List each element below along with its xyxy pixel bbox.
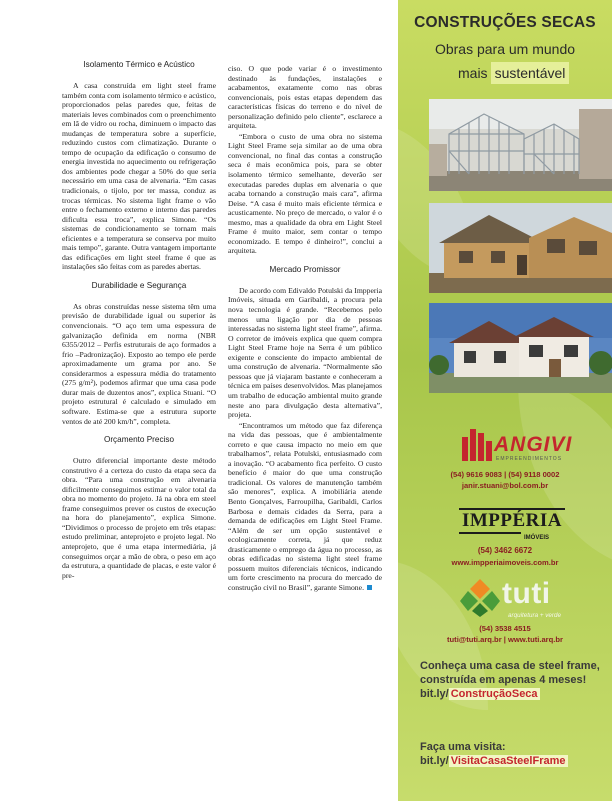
angivi-email[interactable]: janir.stuani@bol.com.br (461, 481, 549, 490)
cta-visit-house-link[interactable] (420, 687, 608, 701)
cta-schedule-visit (420, 740, 608, 768)
sidebar-subtitle-line2 (458, 62, 569, 84)
tuti-contact[interactable]: tuti@tuti.arq.br | www.tuti.arq.br (447, 635, 563, 644)
sidebar-title: CONSTRUÇÕES SECAS (414, 14, 596, 31)
impperia-logo[interactable] (456, 500, 566, 548)
subtitle-word-mais: mais (458, 65, 488, 81)
angivi-building-icon (460, 427, 494, 461)
tuti-phone: (54) 3538 4515 (479, 624, 531, 633)
section-heading-durabilidade: Durabilidade e Segurança (91, 280, 187, 290)
angivi-phones: (54) 9616 9083 | (54) 9118 0002 (450, 470, 560, 479)
section-heading-mercado: Mercado Promissor (269, 264, 341, 274)
impperia-logo-bar (459, 532, 521, 534)
finished-house-photo (429, 303, 612, 393)
steel-frame-structure-photo (429, 99, 612, 191)
tuti-leaf-icon (460, 577, 500, 617)
impperia-site[interactable]: www.impperiaimoveis.com.br (451, 558, 559, 567)
tuti-logo[interactable] (458, 577, 598, 619)
angivi-logo-sub: EMPREENDIMENTOS (496, 456, 563, 462)
impperia-phone: (54) 3462 6672 (477, 546, 533, 555)
paragraph-final (228, 421, 382, 593)
section-heading-orcamento: Orçamento Preciso (103, 435, 175, 445)
tuti-logo-text: tuti (502, 577, 551, 610)
paragraph-isolamento: A casa construída em light steel frame também conta com isolamento térmico e acústico, proporcionados pelas paredes que, feitas de materiais leves combinados com o preenchimento em lã de vidro ou rocha, diminuem o impacto das mudanças de temperatura sobre a superfície, reduzindo custos com climatização. Durante o tempo de ocupação da edificação o consumo de energia investida no aquecimento ou refrigeração dos ambientes pode chegar a 50% do que seria necessário em uma casa de alvenaria. “Em casas tradicionais, o tijolo, por ter massa, conduz as trocas térmicas. No sistema light frame o vão entre o fechamento externo e interno das paredes dificulta essa troca”, explica Simone. “Os sistemas de condicionamento se tornam mais eficientes e a temperatura se conserva por muito mais tempo”, garante. Outra vantagem importante das edificações em light steel frame é que as instalações são feitas com as paredes abertas. (62, 81, 216, 272)
article-left-column (62, 60, 216, 580)
cta-link-highlight: ConstruçãoSeca (450, 688, 538, 700)
paragraph-orcamento: Outro diferencial importante deste método construtivo é a certeza do custo da etapa seca da obra. “Para uma construção em alvenaria dificilmente conseguimos estimar o valor total da obra no momento do projeto. Já na obra em steel frame conseguimos prever os custos de execução na hora do planejamento”, explica Simone. “Dividimos o processo de projeto em três etapas: estudo preliminar, anteprojeto e projeto legal. No anteprojeto, que é uma etapa intermediária, já conseguimos orçar a mão de obra, o peso em aço da estrutura, a quantidade de placas, e este valor é pre- (62, 456, 216, 580)
cta-link-highlight: VisitaCasaSteelFrame (450, 755, 566, 767)
paragraph-durabilidade: As obras construídas nesse sistema têm uma previsão de durabilidade igual ou superior às convencionais. “O aço tem uma espessura de galvanização definida em norma (NBR 6355/2012 – Perfis estruturais de aço formados a frio –Padronização). Exposto ao tempo ele perde aproximadamente um grama por ano. Se considerarmos a espessura média do tratamento (275 g/m²), podemos afirmar que uma casa pode durar mais de duzentos anos”, explica Stuani. “O projeto estrutural é calculado e simulado em software. Estima-se que a estrutura suporte ventos de até 200 km/h”, completa. (62, 301, 216, 426)
cta-link-prefix: bit.ly/ (420, 688, 449, 700)
cta-schedule-visit-link[interactable] (420, 754, 608, 768)
article-right-column (228, 64, 382, 592)
cta-schedule-visit-title: Faça uma visita: (420, 741, 506, 753)
cta-visit-house-title: Conheça uma casa de steel frame, construída em apenas 4 meses! (420, 660, 600, 686)
paragraph-mercado: De acordo com Edivaldo Potulski da Impperia Imóveis, situada em Garibaldi, a procura pela nova tecnologia é grande. “Recebemos pelo menos uma ligação por dia de pessoas interessadas no sistema light steel frame”, afirma. O corretor de imóveis explica que quem compra Light Steel Frame hoje na Serra é um público exigente e consciente do impacto ambiental de uma construção de alvenaria. “Normalmente são pessoas que já viajaram bastante e conheceram a técnica em países desenvolvidos. Mas planejamos um trabalho de educação ambiental muito grande neste ano para divulgação desta alternativa”, projeta. (228, 285, 382, 420)
tuti-logo-sub: arquitetura + verde (508, 612, 562, 619)
sidebar-ad-panel (398, 0, 612, 801)
cta-visit-house (420, 659, 608, 701)
impperia-logo-text: IMPPÉRIA (461, 510, 563, 531)
house-under-construction-photo (429, 203, 612, 293)
angivi-logo-text: ANGIVI (494, 433, 573, 456)
cta-link-prefix: bit.ly/ (420, 755, 449, 767)
angivi-logo[interactable] (460, 425, 600, 465)
impperia-logo-sub: IMÓVEIS (524, 535, 550, 541)
paragraph-continuation: ciso. O que pode variar é o investimento destinado às fundações, instalações e acabamentos, exatamente como nas obras convencionais, pois estas etapas dependem das características físicas do terreno e do nível de personalização definido pelo cliente”, esclarece a arquiteta. (228, 64, 382, 131)
end-of-article-mark (367, 585, 372, 590)
paragraph-final-text: “Encontramos um método que faz diferença na vida das pessoas, que é ambientalmente correto e que causa impacto no meio em que trabalhamos”, relata Potulski, entusiasmado com a inovação. “O acabamento fica perfeito. O custo benefício é maior do que uma construção tradicional. Os valores de manutenção também são menores”, explica. A imobiliária atende Bento Gonçalves, Farroupilha, Garibaldi, Carlos Barbosa e demais cidades da Serra, para a demanda de edificações em Light Steel Frame. “Além de ser um opção sustentável e ecologicamente correta, já que reduz drasticamente o emprego da água no processo, as obras edificadas no sistema light steel frame possuem muitos diferenciais técnicos, indicando um forte crescimento na procura do mercado de construção civil no Brasil”, garante Simone. (228, 420, 382, 592)
sidebar-subtitle-line1: Obras para um mundo (434, 41, 576, 57)
section-heading-isolamento: Isolamento Térmico e Acústico (83, 60, 195, 69)
paragraph-custo: “Embora o custo de uma obra no sistema Light Steel Frame seja similar ao de uma obra convencional, no final das contas a construção seca é mais econômica pois, para se obter isolamento térmico semelhante, deverão ser executadas paredes duplas em alvenaria o que acaba tornando a construção mais cara”, afirma Deise. “A casa é muito mais eficiente térmica e acusticamente. No preço de mercado, o valor é o mesmo, mas a qualidade da obra em Light Steel Frame é muito maior, sem contar o tempo economizado. E tempo é dinheiro!”, conclui a arquiteta. (228, 131, 382, 256)
subtitle-highlight: sustentável (491, 62, 570, 84)
